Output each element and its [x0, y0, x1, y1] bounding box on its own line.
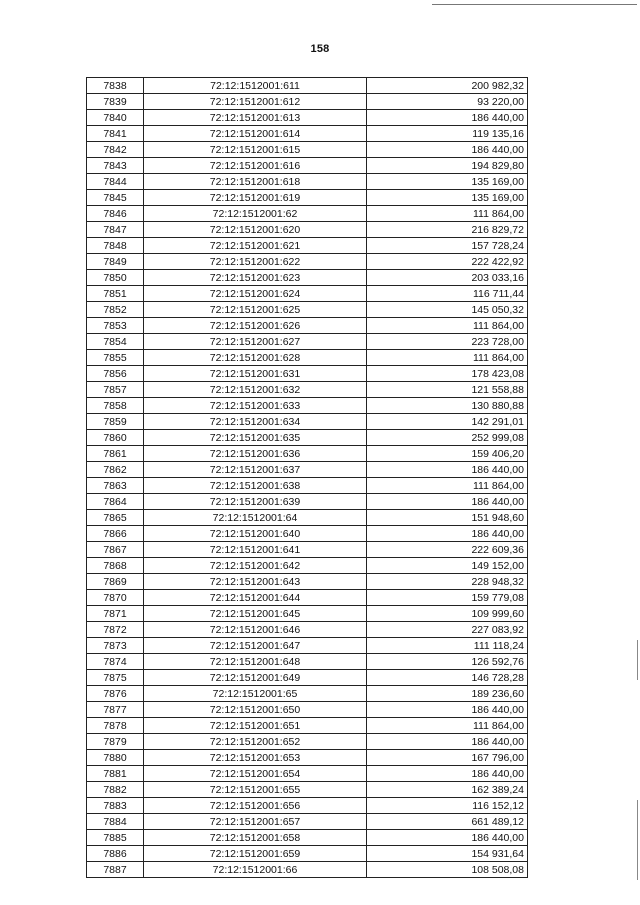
- row-number-cell: 7868: [87, 558, 144, 574]
- table-row: [87, 158, 528, 174]
- cadastral-table: [86, 77, 528, 878]
- cadastral-number-cell: 72:12:1512001:657: [144, 814, 367, 830]
- value-cell: 116 711,44: [367, 286, 528, 302]
- table-row: [87, 718, 528, 734]
- row-number-cell: 7862: [87, 462, 144, 478]
- row-number-cell: 7851: [87, 286, 144, 302]
- cadastral-number-cell: 72:12:1512001:645: [144, 606, 367, 622]
- row-number-cell: 7879: [87, 734, 144, 750]
- table-row: [87, 334, 528, 350]
- cadastral-number-cell: 72:12:1512001:637: [144, 462, 367, 478]
- cadastral-number-cell: 72:12:1512001:624: [144, 286, 367, 302]
- table-row: [87, 206, 528, 222]
- cadastral-number-cell: 72:12:1512001:66: [144, 862, 367, 878]
- row-number-cell: 7847: [87, 222, 144, 238]
- row-number-cell: 7877: [87, 702, 144, 718]
- cadastral-number-cell: 72:12:1512001:634: [144, 414, 367, 430]
- row-number-cell: 7878: [87, 718, 144, 734]
- row-number-cell: 7871: [87, 606, 144, 622]
- row-number-cell: 7863: [87, 478, 144, 494]
- row-number-cell: 7849: [87, 254, 144, 270]
- cadastral-number-cell: 72:12:1512001:641: [144, 542, 367, 558]
- row-number-cell: 7885: [87, 830, 144, 846]
- table-row: [87, 462, 528, 478]
- cadastral-number-cell: 72:12:1512001:62: [144, 206, 367, 222]
- value-cell: 111 864,00: [367, 206, 528, 222]
- table-row: [87, 286, 528, 302]
- cadastral-number-cell: 72:12:1512001:633: [144, 398, 367, 414]
- table-row: [87, 862, 528, 878]
- value-cell: 186 440,00: [367, 494, 528, 510]
- row-number-cell: 7883: [87, 798, 144, 814]
- cadastral-number-cell: 72:12:1512001:646: [144, 622, 367, 638]
- cadastral-number-cell: 72:12:1512001:615: [144, 142, 367, 158]
- table-row: [87, 526, 528, 542]
- table-row: [87, 782, 528, 798]
- cadastral-number-cell: 72:12:1512001:640: [144, 526, 367, 542]
- value-cell: 186 440,00: [367, 766, 528, 782]
- cadastral-number-cell: 72:12:1512001:621: [144, 238, 367, 254]
- row-number-cell: 7882: [87, 782, 144, 798]
- value-cell: 222 609,36: [367, 542, 528, 558]
- value-cell: 167 796,00: [367, 750, 528, 766]
- cadastral-number-cell: 72:12:1512001:616: [144, 158, 367, 174]
- value-cell: 186 440,00: [367, 702, 528, 718]
- value-cell: 119 135,16: [367, 126, 528, 142]
- value-cell: 146 728,28: [367, 670, 528, 686]
- cadastral-number-cell: 72:12:1512001:651: [144, 718, 367, 734]
- cadastral-number-cell: 72:12:1512001:628: [144, 350, 367, 366]
- row-number-cell: 7866: [87, 526, 144, 542]
- table-row: [87, 238, 528, 254]
- row-number-cell: 7875: [87, 670, 144, 686]
- row-number-cell: 7857: [87, 382, 144, 398]
- table-row: [87, 126, 528, 142]
- value-cell: 186 440,00: [367, 462, 528, 478]
- value-cell: 186 440,00: [367, 142, 528, 158]
- table-row: [87, 734, 528, 750]
- row-number-cell: 7887: [87, 862, 144, 878]
- value-cell: 228 948,32: [367, 574, 528, 590]
- table-row: [87, 638, 528, 654]
- table-row: [87, 670, 528, 686]
- cadastral-number-cell: 72:12:1512001:648: [144, 654, 367, 670]
- value-cell: 121 558,88: [367, 382, 528, 398]
- row-number-cell: 7861: [87, 446, 144, 462]
- row-number-cell: 7886: [87, 846, 144, 862]
- value-cell: 227 083,92: [367, 622, 528, 638]
- cadastral-number-cell: 72:12:1512001:65: [144, 686, 367, 702]
- row-number-cell: 7839: [87, 94, 144, 110]
- cadastral-number-cell: 72:12:1512001:636: [144, 446, 367, 462]
- value-cell: 252 999,08: [367, 430, 528, 446]
- value-cell: 126 592,76: [367, 654, 528, 670]
- table-row: [87, 574, 528, 590]
- cadastral-number-cell: 72:12:1512001:627: [144, 334, 367, 350]
- cadastral-number-cell: 72:12:1512001:623: [144, 270, 367, 286]
- value-cell: 162 389,24: [367, 782, 528, 798]
- table-row: [87, 414, 528, 430]
- cadastral-number-cell: 72:12:1512001:655: [144, 782, 367, 798]
- row-number-cell: 7844: [87, 174, 144, 190]
- table-row: [87, 494, 528, 510]
- table-row: [87, 846, 528, 862]
- cadastral-number-cell: 72:12:1512001:642: [144, 558, 367, 574]
- row-number-cell: 7854: [87, 334, 144, 350]
- value-cell: 223 728,00: [367, 334, 528, 350]
- table-row: [87, 350, 528, 366]
- row-number-cell: 7867: [87, 542, 144, 558]
- cadastral-number-cell: 72:12:1512001:611: [144, 78, 367, 94]
- row-number-cell: 7838: [87, 78, 144, 94]
- value-cell: 203 033,16: [367, 270, 528, 286]
- row-number-cell: 7870: [87, 590, 144, 606]
- cadastral-number-cell: 72:12:1512001:635: [144, 430, 367, 446]
- cadastral-number-cell: 72:12:1512001:612: [144, 94, 367, 110]
- table-body: [87, 78, 528, 878]
- row-number-cell: 7858: [87, 398, 144, 414]
- cadastral-number-cell: 72:12:1512001:632: [144, 382, 367, 398]
- cadastral-number-cell: 72:12:1512001:631: [144, 366, 367, 382]
- table-row: [87, 830, 528, 846]
- cadastral-number-cell: 72:12:1512001:620: [144, 222, 367, 238]
- table-row: [87, 222, 528, 238]
- row-number-cell: 7856: [87, 366, 144, 382]
- row-number-cell: 7881: [87, 766, 144, 782]
- value-cell: 111 864,00: [367, 350, 528, 366]
- value-cell: 135 169,00: [367, 174, 528, 190]
- cadastral-number-cell: 72:12:1512001:639: [144, 494, 367, 510]
- cadastral-number-cell: 72:12:1512001:658: [144, 830, 367, 846]
- table-row: [87, 654, 528, 670]
- value-cell: 222 422,92: [367, 254, 528, 270]
- value-cell: 189 236,60: [367, 686, 528, 702]
- row-number-cell: 7846: [87, 206, 144, 222]
- cadastral-number-cell: 72:12:1512001:638: [144, 478, 367, 494]
- row-number-cell: 7848: [87, 238, 144, 254]
- value-cell: 194 829,80: [367, 158, 528, 174]
- table-row: [87, 542, 528, 558]
- cadastral-number-cell: 72:12:1512001:650: [144, 702, 367, 718]
- value-cell: 149 152,00: [367, 558, 528, 574]
- cadastral-number-cell: 72:12:1512001:618: [144, 174, 367, 190]
- cadastral-number-cell: 72:12:1512001:622: [144, 254, 367, 270]
- row-number-cell: 7865: [87, 510, 144, 526]
- table-row: [87, 382, 528, 398]
- value-cell: 130 880,88: [367, 398, 528, 414]
- scan-edge-mark: [637, 640, 638, 680]
- table-row: [87, 302, 528, 318]
- value-cell: 178 423,08: [367, 366, 528, 382]
- cadastral-number-cell: 72:12:1512001:64: [144, 510, 367, 526]
- row-number-cell: 7840: [87, 110, 144, 126]
- value-cell: 111 864,00: [367, 318, 528, 334]
- value-cell: 186 440,00: [367, 734, 528, 750]
- row-number-cell: 7884: [87, 814, 144, 830]
- cadastral-number-cell: 72:12:1512001:644: [144, 590, 367, 606]
- row-number-cell: 7880: [87, 750, 144, 766]
- value-cell: 151 948,60: [367, 510, 528, 526]
- cadastral-number-cell: 72:12:1512001:619: [144, 190, 367, 206]
- table-row: [87, 766, 528, 782]
- row-number-cell: 7842: [87, 142, 144, 158]
- table-row: [87, 558, 528, 574]
- value-cell: 111 118,24: [367, 638, 528, 654]
- cadastral-number-cell: 72:12:1512001:625: [144, 302, 367, 318]
- table-row: [87, 814, 528, 830]
- top-rule: [432, 4, 637, 5]
- row-number-cell: 7855: [87, 350, 144, 366]
- cadastral-number-cell: 72:12:1512001:626: [144, 318, 367, 334]
- value-cell: 157 728,24: [367, 238, 528, 254]
- value-cell: 108 508,08: [367, 862, 528, 878]
- value-cell: 200 982,32: [367, 78, 528, 94]
- table-row: [87, 318, 528, 334]
- cadastral-number-cell: 72:12:1512001:653: [144, 750, 367, 766]
- row-number-cell: 7860: [87, 430, 144, 446]
- table-row: [87, 702, 528, 718]
- table-row: [87, 254, 528, 270]
- cadastral-number-cell: 72:12:1512001:649: [144, 670, 367, 686]
- row-number-cell: 7841: [87, 126, 144, 142]
- value-cell: 216 829,72: [367, 222, 528, 238]
- page-number: 158: [310, 43, 330, 55]
- table-row: [87, 366, 528, 382]
- table-row: [87, 798, 528, 814]
- value-cell: 186 440,00: [367, 110, 528, 126]
- row-number-cell: 7873: [87, 638, 144, 654]
- cadastral-number-cell: 72:12:1512001:614: [144, 126, 367, 142]
- table-row: [87, 94, 528, 110]
- value-cell: 135 169,00: [367, 190, 528, 206]
- table-row: [87, 190, 528, 206]
- table-row: [87, 606, 528, 622]
- value-cell: 186 440,00: [367, 830, 528, 846]
- row-number-cell: 7853: [87, 318, 144, 334]
- value-cell: 661 489,12: [367, 814, 528, 830]
- value-cell: 154 931,64: [367, 846, 528, 862]
- scan-edge-mark: [637, 800, 638, 880]
- table-row: [87, 174, 528, 190]
- value-cell: 159 779,08: [367, 590, 528, 606]
- cadastral-number-cell: 72:12:1512001:647: [144, 638, 367, 654]
- cadastral-number-cell: 72:12:1512001:652: [144, 734, 367, 750]
- value-cell: 109 999,60: [367, 606, 528, 622]
- value-cell: 145 050,32: [367, 302, 528, 318]
- row-number-cell: 7874: [87, 654, 144, 670]
- row-number-cell: 7864: [87, 494, 144, 510]
- table-row: [87, 750, 528, 766]
- row-number-cell: 7859: [87, 414, 144, 430]
- value-cell: 142 291,01: [367, 414, 528, 430]
- cadastral-number-cell: 72:12:1512001:656: [144, 798, 367, 814]
- row-number-cell: 7869: [87, 574, 144, 590]
- table-row: [87, 686, 528, 702]
- row-number-cell: 7845: [87, 190, 144, 206]
- cadastral-number-cell: 72:12:1512001:659: [144, 846, 367, 862]
- row-number-cell: 7852: [87, 302, 144, 318]
- cadastral-number-cell: 72:12:1512001:654: [144, 766, 367, 782]
- row-number-cell: 7876: [87, 686, 144, 702]
- value-cell: 116 152,12: [367, 798, 528, 814]
- table-row: [87, 142, 528, 158]
- cadastral-number-cell: 72:12:1512001:613: [144, 110, 367, 126]
- table-row: [87, 478, 528, 494]
- row-number-cell: 7872: [87, 622, 144, 638]
- cadastral-number-cell: 72:12:1512001:643: [144, 574, 367, 590]
- table-row: [87, 622, 528, 638]
- table-row: [87, 590, 528, 606]
- table-row: [87, 398, 528, 414]
- row-number-cell: 7843: [87, 158, 144, 174]
- value-cell: 159 406,20: [367, 446, 528, 462]
- value-cell: 186 440,00: [367, 526, 528, 542]
- value-cell: 111 864,00: [367, 718, 528, 734]
- table-row: [87, 110, 528, 126]
- value-cell: 93 220,00: [367, 94, 528, 110]
- table-row: [87, 430, 528, 446]
- table-row: [87, 270, 528, 286]
- row-number-cell: 7850: [87, 270, 144, 286]
- table-row: [87, 78, 528, 94]
- value-cell: 111 864,00: [367, 478, 528, 494]
- table-row: [87, 510, 528, 526]
- table-row: [87, 446, 528, 462]
